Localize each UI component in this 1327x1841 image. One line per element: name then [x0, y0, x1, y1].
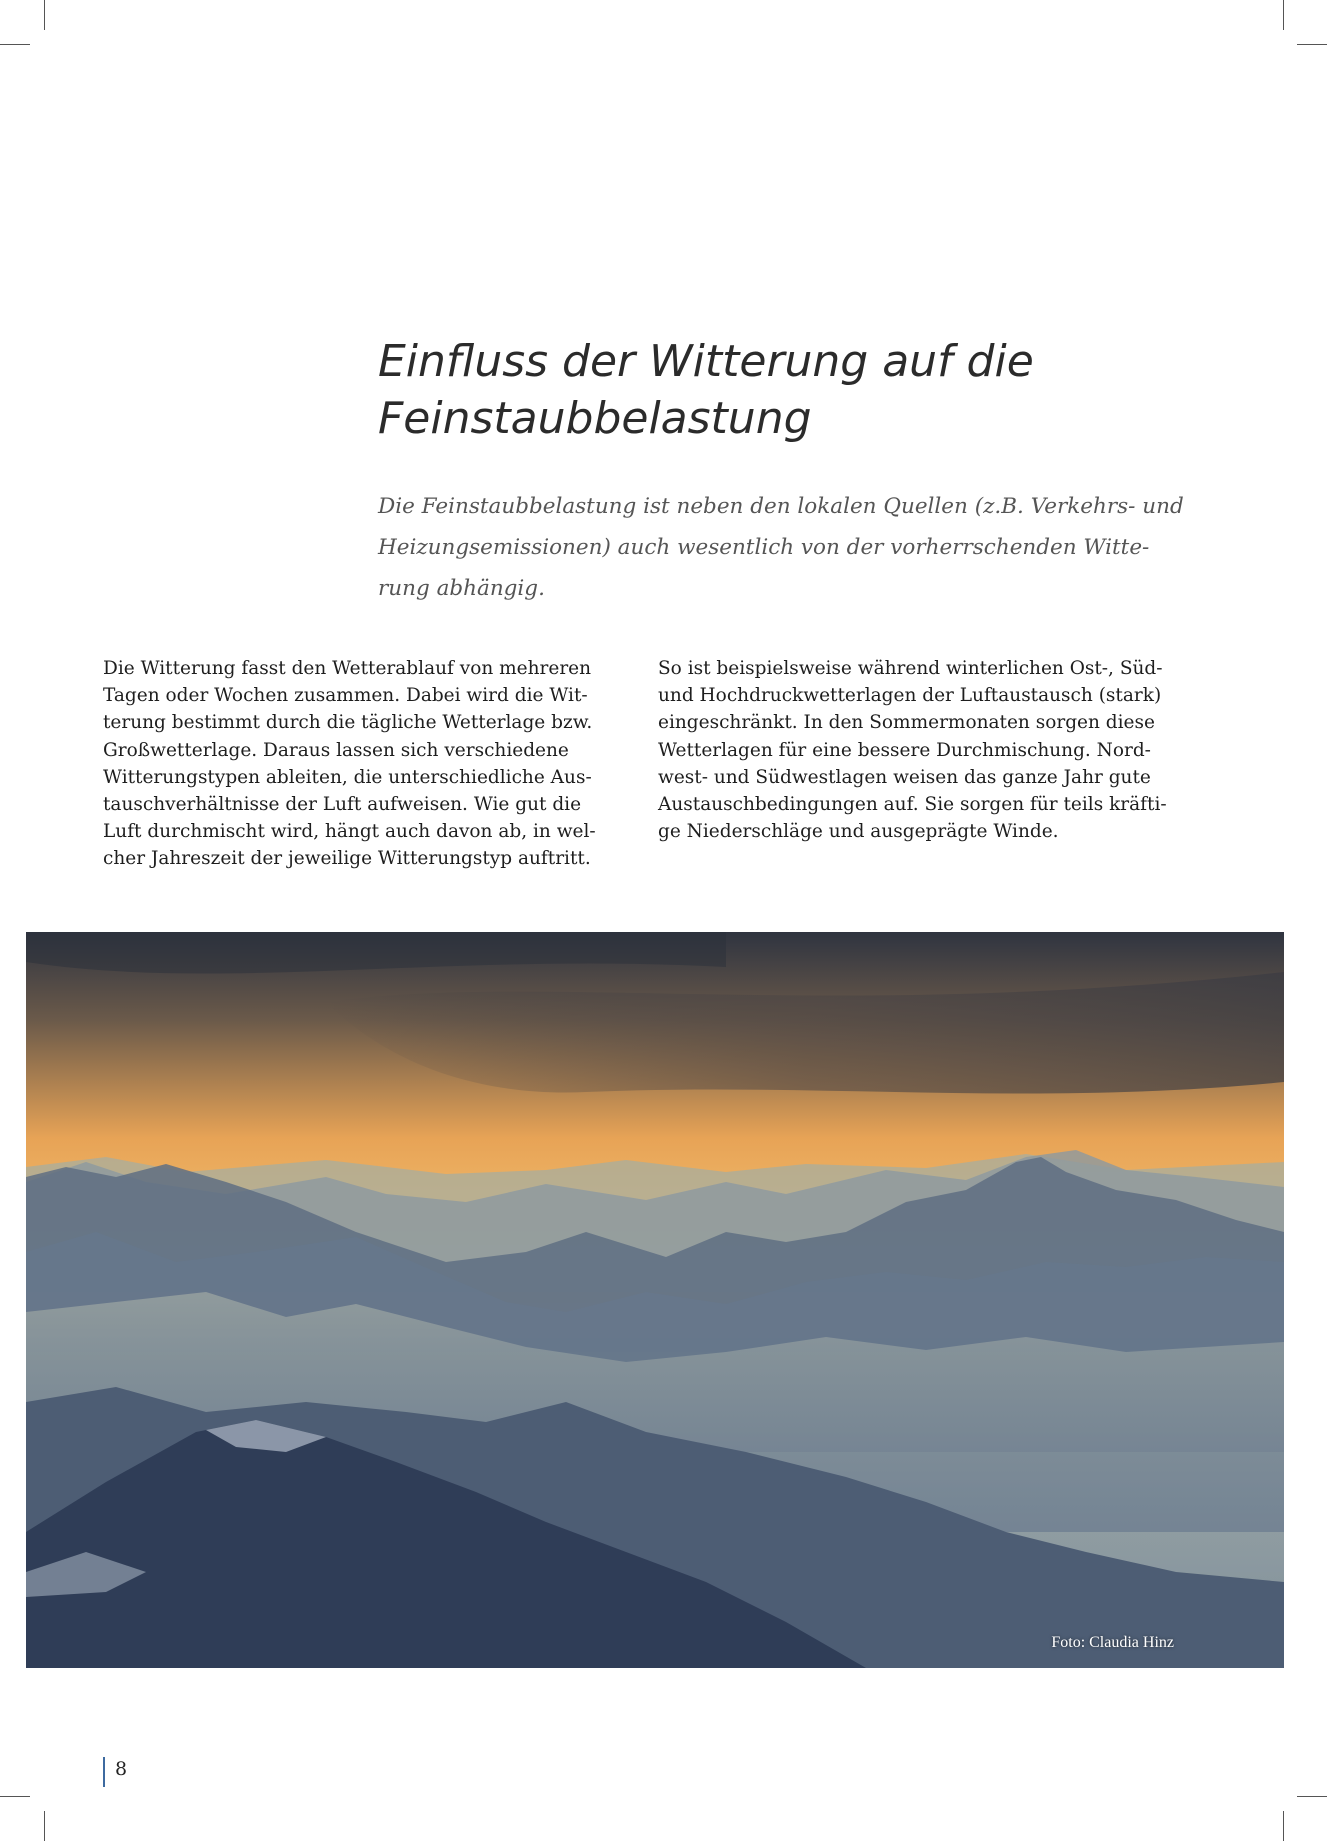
- page-number-bar: [103, 1757, 105, 1787]
- article-title: [378, 333, 1138, 447]
- body-line: und Hochdruckwetterlagen der Luftaustausch (stark): [658, 685, 1162, 707]
- body-line: Wetterlagen für eine bessere Durchmischung. Nord-: [658, 739, 1151, 761]
- body-line: Tagen oder Wochen zusammen. Dabei wird die Wit-: [103, 685, 588, 707]
- body-line: tauschverhältnisse der Luft aufweisen. Wie gut die: [103, 794, 582, 816]
- lead-line: Die Feinstaubbelastung ist neben den lokalen Quellen (z.B. Verkehrs- und: [378, 494, 1184, 519]
- body-line: Großwetterlage. Daraus lassen sich verschiedene: [103, 739, 569, 761]
- title-line: Feinstaubbelastung: [378, 393, 812, 444]
- body-line: Austauschbedingungen auf. Sie sorgen für teils kräfti-: [658, 794, 1167, 816]
- body-line: Witterungstypen ableiten, die unterschiedliche Aus-: [103, 766, 592, 788]
- body-column-left: [103, 655, 648, 873]
- body-line: eingeschränkt. In den Sommermonaten sorgen diese: [658, 712, 1155, 734]
- mountain-landscape-illustration: [26, 932, 1284, 1668]
- page-number: 8: [115, 1758, 128, 1780]
- body-line: So ist beispielsweise während winterlichen Ost-, Süd-: [658, 658, 1163, 679]
- mountain-photo: [26, 932, 1284, 1668]
- crop-mark: [44, 0, 45, 30]
- crop-mark: [1297, 1796, 1327, 1797]
- body-line: Die Witterung fasst den Wetterablauf von mehreren: [103, 658, 592, 679]
- crop-mark: [1283, 1811, 1284, 1841]
- body-line: west- und Südwestlagen weisen das ganze Jahr gute: [658, 766, 1151, 788]
- body-line: ge Niederschläge und ausgeprägte Winde.: [658, 821, 1059, 843]
- lead-line: rung abhängig.: [378, 576, 545, 601]
- body-line: terung bestimmt durch die tägliche Wetterlage bzw.: [103, 712, 593, 734]
- crop-mark: [1297, 44, 1327, 45]
- crop-mark: [0, 1796, 30, 1797]
- body-line: Luft durchmischt wird, hängt auch davon ab, in wel-: [103, 821, 596, 843]
- crop-mark: [44, 1811, 45, 1841]
- title-line: Einfluss der Witterung auf die: [378, 336, 1034, 387]
- crop-mark: [0, 44, 30, 45]
- body-line: cher Jahreszeit der jeweilige Witterungstyp auftritt.: [103, 848, 591, 870]
- crop-mark: [1283, 0, 1284, 30]
- lead-paragraph: [378, 486, 1208, 609]
- photo-credit: Foto: Claudia Hinz: [1051, 1634, 1174, 1651]
- lead-line: Heizungsemissionen) auch wesentlich von der vorherrschenden Witte-: [378, 535, 1150, 560]
- body-column-right: [658, 655, 1203, 845]
